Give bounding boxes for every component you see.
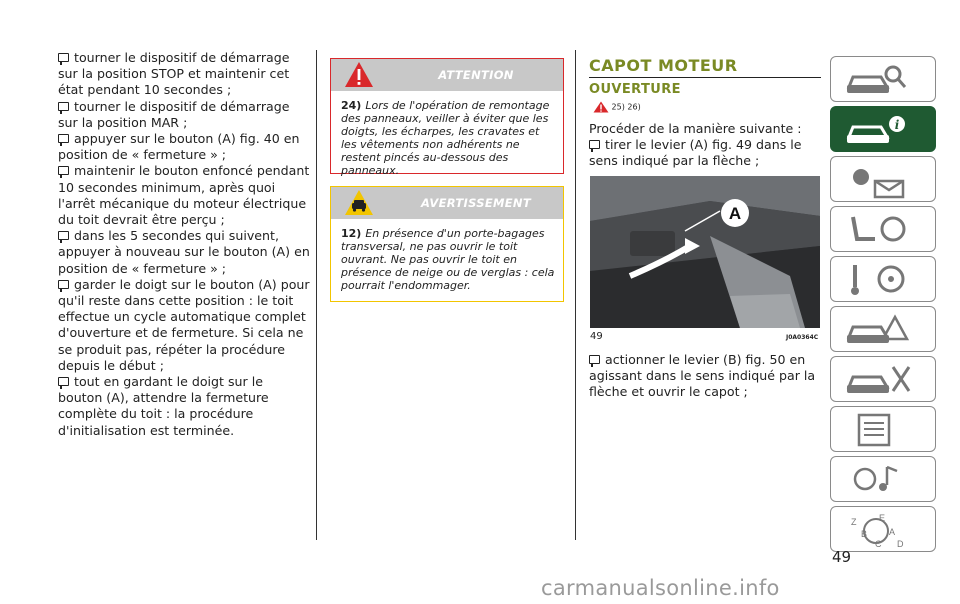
bullet-icon — [58, 53, 69, 62]
car-info-icon — [831, 107, 935, 151]
car-warning-icon — [339, 187, 379, 217]
seat-wheel-icon — [831, 207, 935, 251]
list-item: dans les 5 secondes qui suivent, appuyer à nouveau sur le bouton (A) en position de « fermeture » ; — [58, 228, 310, 276]
svg-text:i: i — [894, 118, 900, 132]
sidebar-tab-safety[interactable] — [830, 206, 936, 252]
svg-text:A: A — [889, 527, 896, 537]
bullet-icon — [58, 102, 69, 111]
sidebar-tab-index[interactable] — [830, 506, 936, 552]
list-item: maintenir le bouton enfoncé pendant 10 secondes minimum, après quoi l'arrêt mécanique du moteur électrique du toit devrait être perçu ; — [58, 163, 310, 228]
instruction-list — [58, 50, 310, 439]
list-item: tourner le dispositif de démarrage sur la position STOP et maintenir cet état pendant 10 secondes ; — [58, 50, 290, 98]
sidebar-tab-maintenance[interactable] — [830, 356, 936, 402]
svg-text:B: B — [861, 529, 868, 539]
car-tools-icon — [831, 357, 935, 401]
music-nav-icon — [831, 457, 935, 501]
key-wheel-icon — [831, 257, 935, 301]
sidebar-tab-getting-to-know[interactable] — [830, 56, 936, 102]
car-search-icon — [831, 57, 935, 101]
warning-refs: 25) 26) — [593, 101, 641, 113]
attention-box — [330, 58, 564, 177]
danger-icon — [339, 59, 379, 89]
figure-number: 49 — [590, 331, 603, 342]
warning-text: 12) En présence d'un porte-bagages transversal, ne pas ouvrir le toit ouvrant. Ne pas ouvrir le toit en présence de neige ou de verglas : cela pourrait l'endommager. — [341, 227, 555, 292]
svg-text:C: C — [875, 539, 882, 549]
sidebar-tab-warning-lights[interactable] — [830, 156, 936, 202]
bullet-icon — [58, 134, 69, 143]
index-icon — [831, 507, 935, 551]
sidebar-tab-multimedia[interactable] — [830, 456, 936, 502]
attention-header — [331, 59, 563, 91]
list-item: garder le doigt sur le bouton (A) pour qu'il reste dans cette position : le toit effectue un cycle automatique complet d'ouverture et de fermeture. Si cela ne se produit pas, répéter la procédure depuis le début ; — [58, 276, 310, 373]
sidebar-tab-starting-driving[interactable] — [830, 256, 936, 302]
bullet-icon — [58, 166, 69, 175]
section-title: CAPOT MOTEUR — [589, 56, 821, 78]
svg-text:Z: Z — [851, 517, 857, 527]
watermark: carmanualsonline.info — [541, 576, 780, 600]
hood-release-photo — [590, 176, 820, 328]
section-subtitle: OUVERTURE — [589, 82, 681, 97]
bullet-icon — [589, 140, 600, 149]
list-item: appuyer sur le bouton (A) fig. 40 en position de « fermeture » ; — [58, 131, 300, 163]
list-item: tout en gardant le doigt sur le bouton (A), attendre la fermeture complète du toit : la procédure d'initialisation est terminée. — [58, 374, 269, 438]
bullet-icon — [589, 355, 600, 364]
sidebar-tab-technical-data[interactable] — [830, 406, 936, 452]
svg-text:E: E — [879, 513, 886, 523]
warning-box — [330, 186, 564, 302]
column-divider — [316, 50, 317, 540]
list-item: tirer le levier (A) fig. 49 dans le sens indiqué par la flèche ; — [589, 137, 802, 169]
danger-icon — [593, 101, 609, 113]
sidebar-tab-emergency[interactable] — [830, 306, 936, 352]
bullet-icon — [58, 377, 69, 386]
bullet-icon — [58, 280, 69, 289]
attention-title: ATTENTION — [438, 68, 514, 82]
svg-text:D: D — [897, 539, 904, 549]
attention-text: 24) Lors de l'opération de remontage des panneaux, veiller à éviter que les doigts, les écharpes, les cravates et les vêtements non adhérents ne restent pincés au-dessous des panneaux. — [341, 99, 550, 177]
spec-sheet-icon — [831, 407, 935, 451]
bullet-icon — [58, 231, 69, 240]
list-item: tourner le dispositif de démarrage sur la position MAR ; — [58, 98, 290, 130]
list-item: actionner le levier (B) fig. 50 en agissant dans le sens indiqué par la flèche et ouvrir le capot ; — [589, 352, 816, 400]
warning-lights-icon — [831, 157, 935, 201]
page-number: 49 — [832, 548, 852, 566]
car-crash-icon — [831, 307, 935, 351]
sidebar-tab-dashboard[interactable] — [830, 106, 936, 152]
figure-photo — [590, 176, 820, 328]
intro-text: Procéder de la manière suivante : — [589, 121, 802, 136]
warning-header — [331, 187, 563, 219]
figure-code: J0A0364C — [786, 334, 819, 341]
figure-label-a: A — [728, 204, 742, 223]
warning-title: AVERTISSEMENT — [420, 196, 532, 210]
column-divider — [575, 50, 576, 540]
